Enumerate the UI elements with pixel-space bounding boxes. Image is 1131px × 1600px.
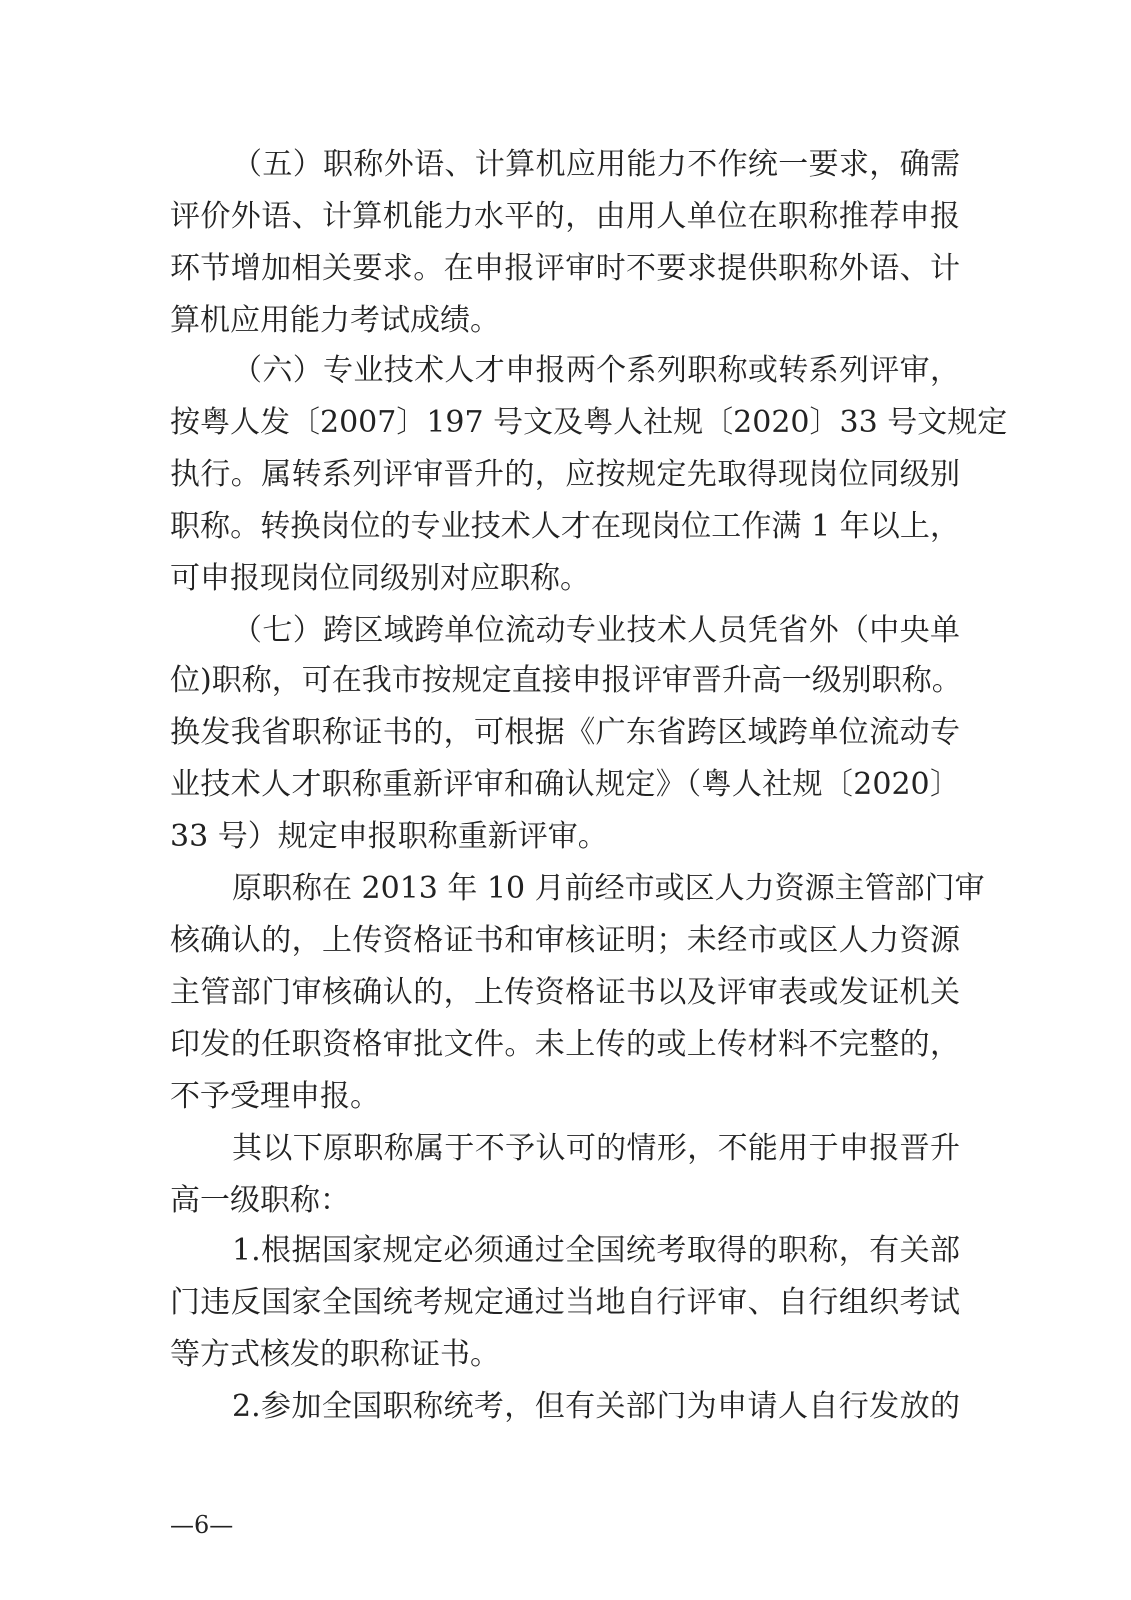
text-line: 等方式核发的职称证书。 [170, 1337, 500, 1372]
text-line: 算机应用能力考试成绩。 [170, 303, 500, 338]
text-line: 业技术人才职称重新评审和确认规定》（粤人社规〔2020〕 [170, 767, 960, 802]
text-line: 位)职称，可在我市按规定直接申报评审晋升高一级别职称。 [170, 663, 962, 698]
text-line: 按粤人发〔2007〕197 号文及粤人社规〔2020〕33 号文规定 [170, 405, 1008, 440]
text-line: 原职称在 2013 年 10 月前经市或区人力资源主管部门审 [232, 871, 985, 906]
text-line: 2.参加全国职称统考，但有关部门为申请人自行发放的 [232, 1389, 960, 1424]
text-line: 其以下原职称属于不予认可的情形，不能用于申报晋升 [232, 1131, 960, 1166]
text-line: 核确认的，上传资格证书和审核证明；未经市或区人力资源 [170, 923, 960, 958]
text-line: 33 号）规定申报职称重新评审。 [170, 819, 608, 854]
text-line: 印发的任职资格审批文件。未上传的或上传材料不完整的， [170, 1027, 960, 1062]
text-line: 换发我省职称证书的，可根据《广东省跨区域跨单位流动专 [170, 715, 960, 750]
text-line: （六）专业技术人才申报两个系列职称或转系列评审， [232, 353, 960, 388]
text-line: 门违反国家全国统考规定通过当地自行评审、自行组织考试 [170, 1285, 960, 1320]
page-number: —6— [170, 1511, 234, 1539]
text-line: 执行。属转系列评审晋升的，应按规定先取得现岗位同级别 [170, 457, 960, 492]
text-line: 主管部门审核确认的，上传资格证书以及评审表或发证机关 [170, 975, 960, 1010]
text-line: 环节增加相关要求。在申报评审时不要求提供职称外语、计 [170, 251, 960, 286]
text-line: 1.根据国家规定必须通过全国统考取得的职称，有关部 [232, 1233, 960, 1268]
text-line: 可申报现岗位同级别对应职称。 [170, 561, 590, 596]
text-line: 不予受理申报。 [170, 1079, 380, 1114]
text-line: 评价外语、计算机能力水平的，由用人单位在职称推荐申报 [170, 199, 960, 234]
text-line: （七）跨区域跨单位流动专业技术人员凭省外（中央单 [232, 613, 960, 648]
text-line: （五）职称外语、计算机应用能力不作统一要求，确需 [232, 147, 960, 182]
text-line: 高一级职称： [170, 1183, 350, 1218]
text-line: 职称。转换岗位的专业技术人才在现岗位工作满 1 年以上， [170, 509, 960, 544]
